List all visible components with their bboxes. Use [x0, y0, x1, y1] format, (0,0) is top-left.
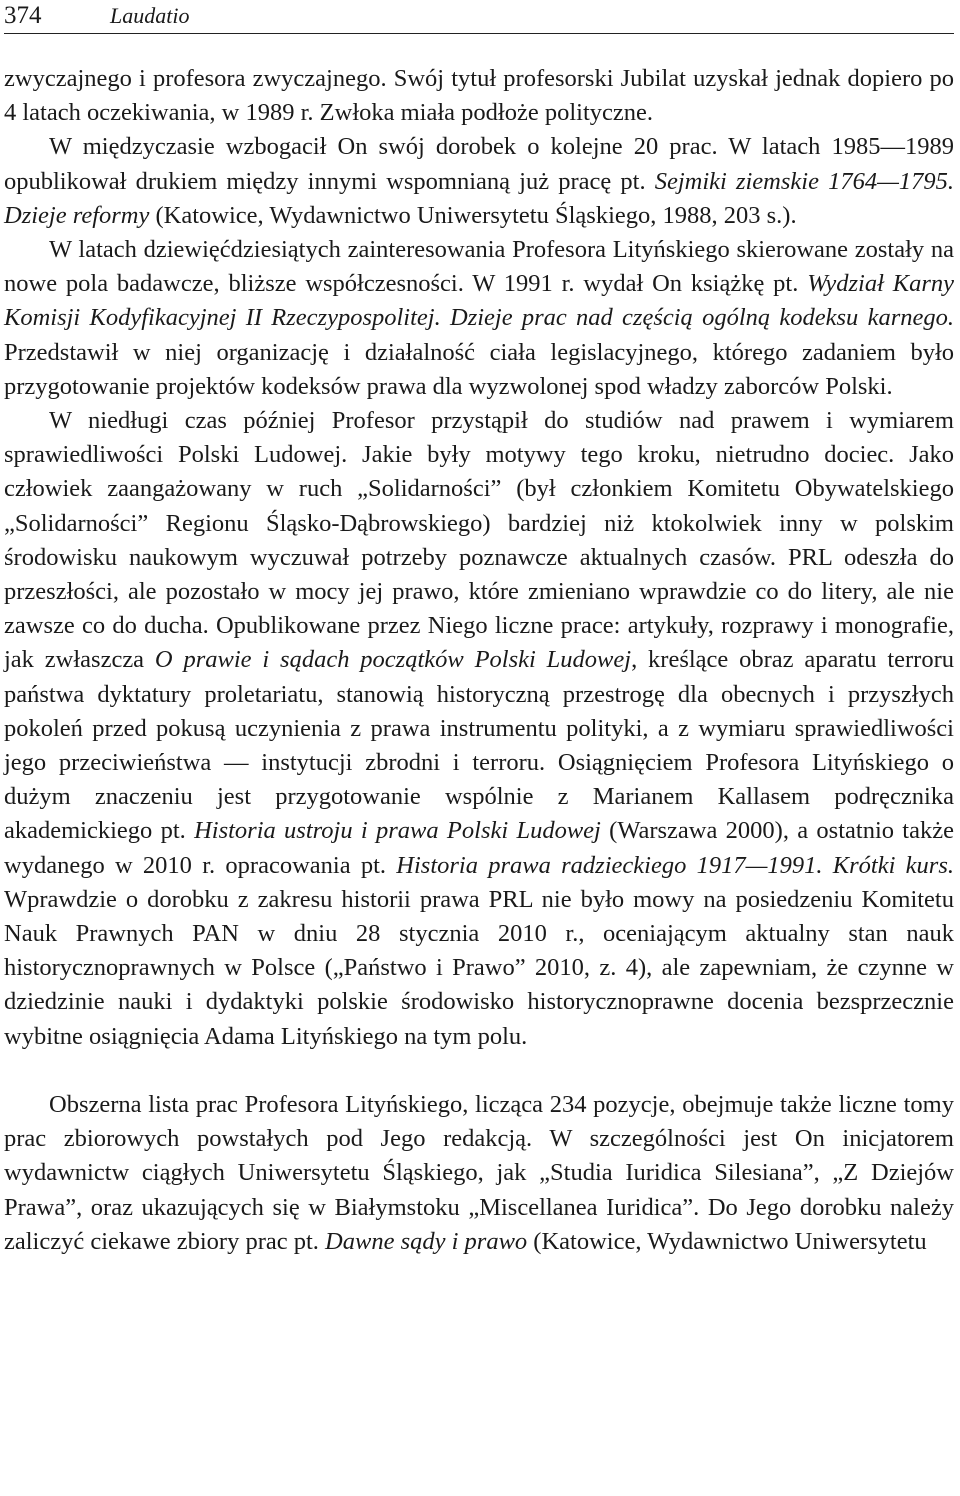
book-title-dawne-sady: Dawne sądy i prawo: [325, 1227, 528, 1255]
book-title-historia-ustroju: Historia ustroju i prawa Polski Ludowej: [194, 817, 601, 845]
text-run: (Warszawa 2000), a ostatnio także wydanego w 2010 r. opracowania pt.: [4, 817, 954, 879]
text-run: (Katowice, Wydawnictwo Uniwersytetu Śląskiego, 1988, 203 s.).: [149, 201, 797, 229]
paragraph-5: [4, 1088, 954, 1259]
text-run: Przedstawił w niej organizację i działalność ciała legislacyjnego, którego zadaniem było przygotowanie projektów kodeksów prawa dla wyzwolonej spod władzy zaborców Polski.: [4, 338, 954, 400]
book-title-sejmiki: Sejmiki ziemskie 1764—1795. Dzieje reformy: [4, 167, 954, 229]
text-run: Obszerna lista prac Profesora Lityńskiego, licząca 234 pozycje, obejmuje także liczne tomy prac zbiorowych powstałych pod Jego redakcją. W szczególności jest On inicjatorem wydawnictw ciągłych Uniwersytetu Śląskiego, jak „Studia Iuridica Silesiana”, „Z Dziejów Prawa”, oraz ukazujących się w Białymstoku „Miscellanea Iuridica”. Do Jego dorobku należy zaliczyć ciekawe zbiory prac pt.: [4, 1090, 954, 1255]
paragraph-3: [4, 233, 954, 404]
text-run: , kreślące obraz aparatu terroru państwa dyktatury proletariatu, stanowią historyczną przestrogę dla obecnych i przyszłych pokoleń przed pokusą uczynienia z prawa instrumentu polityki, a z wymiaru sprawiedliwości jego przeciwieństwa — instytucji zbrodni i terroru. Osiągnięciem Profesora Lityńskiego o dużym znaczeniu jest przygotowanie wspólnie z Marianem Kallasem podręcznika akademickiego pt.: [4, 646, 954, 845]
text-run: W latach dziewięćdziesiątych zainteresowania Profesora Lityńskiego skierowane zostały na nowe pola badawcze, bliższe współczesności. W 1991 r. wydał On książkę pt.: [4, 236, 954, 298]
paragraph-2: [4, 130, 954, 233]
text-run: W niedługi czas później Profesor przystąpił do studiów nad prawem i wymiarem sprawiedliwości Polski Ludowej. Jakie były motywy tego kroku, nietrudno dociec. Jako człowiek zaangażowany w ruch „Solidarności” (był członkiem Komitetu Obywatelskiego „Solidarności” Regionu Śląsko-Dąbrowskiego) bardziej niż ktokolwiek inny w polskim środowisku naukowym wyczuwał potrzeby poznawcze aktualnych czasów. PRL odeszła do przeszłości, ale pozostało w mocy jej prawo, które zmieniano wprawdzie co do litery, ale nie zawsze co do ducha. Opublikowane przez Niego liczne prace: artykuły, rozprawy i monografie, jak zwłaszcza: [4, 407, 954, 674]
book-title-o-prawie: O prawie i sądach początków Polski Ludowej: [154, 646, 632, 674]
body-text: [4, 62, 954, 1259]
text-run: (Katowice, Wydawnictwo Uniwersytetu: [527, 1227, 927, 1255]
text-run: Wprawdzie o dorobku z zakresu historii prawa PRL nie było mowy na posiedzeniu Komitetu Nauk Prawnych PAN w dniu 28 stycznia 2010 r., oceniającym aktualny stan nauk historycznoprawnych w Polsce („Państwo i Prawo” 2010, z. 4), ale zapewniam, że czynne w dziedzinie nauki i dydaktyki polskie środowisko historycznoprawne docenia bezsprzecznie wybitne osiągnięcia Adama Lityńskiego na tym polu.: [4, 885, 954, 1050]
page-header: [4, 0, 954, 34]
running-head: Laudatio: [110, 3, 190, 28]
page-number: 374: [4, 2, 42, 29]
paragraph-4: [4, 404, 954, 1054]
book-title-historia-prawa-radzieckiego: Historia prawa radzieckiego 1917—1991. Krótki kurs.: [396, 851, 954, 879]
text-run: zwyczajnego i profesora zwyczajnego. Swój tytuł profesorski Jubilat uzyskał jednak dopiero po 4 latach oczekiwania, w 1989 r. Zwłoka miała podłoże polityczne.: [4, 65, 954, 127]
text-run: W międzyczasie wzbogacił On swój dorobek o kolejne 20 prac. W latach 1985—1989 opublikował drukiem między innymi wspomnianą już pracę pt.: [4, 133, 954, 195]
book-title-wydzial-karny: Wydział Karny Komisji Kodyfikacyjnej II Rzeczypospolitej. Dzieje prac nad częścią ogólną kodeksu karnego.: [4, 270, 954, 332]
paragraph-1: [4, 62, 954, 130]
